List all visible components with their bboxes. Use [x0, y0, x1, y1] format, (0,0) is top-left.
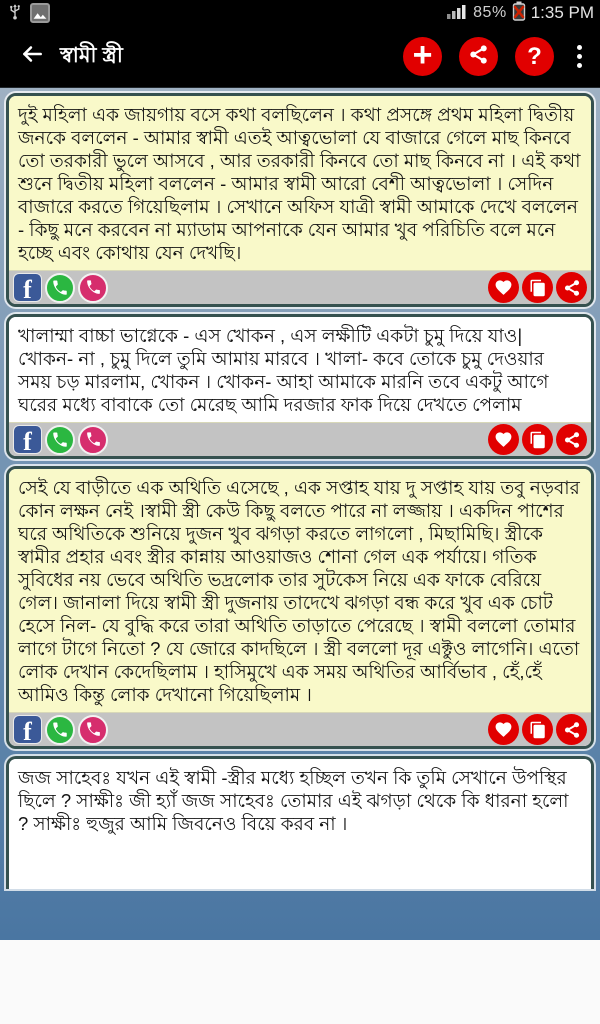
whatsapp-icon[interactable] — [45, 425, 75, 455]
overflow-menu-icon — [577, 45, 582, 50]
card-footer — [9, 270, 591, 304]
facebook-icon[interactable]: f — [13, 425, 42, 454]
share-button[interactable] — [556, 714, 587, 745]
page-title: স্বামী স্ত্রী — [60, 44, 123, 67]
plus-icon: + — [412, 36, 433, 74]
card-footer — [9, 422, 591, 456]
copy-icon — [529, 721, 547, 739]
help-button[interactable] — [515, 37, 554, 76]
favorite-button[interactable] — [488, 714, 519, 745]
copy-icon — [529, 431, 547, 449]
screenshot-icon — [30, 3, 50, 23]
favorite-button[interactable] — [488, 272, 519, 303]
battery-alert-icon — [512, 1, 526, 26]
back-arrow-icon — [19, 41, 45, 72]
copy-icon — [529, 279, 547, 297]
joke-list[interactable] — [0, 88, 600, 940]
joke-text: দুই মহিলা এক জায়গায় বসে কথা বলছিলেন । কথা প্রসঙ্গে প্রথম মহিলা দ্বিতীয় জনকে বললেন - আমার স্বামী এতই আত্বভোলা যে বাজারে গেলে মাছ কিনবে তো তরকারী ভুলে আসবে , আর তরকারী কিনবে তো মাছ কিনবে না । এই কথা শুনে দ্বিতীয় মহিলা বললেন - আমার স্বামী আরো বেশী আত্বভোলা । সেদিন বাজারে করতে গিয়েছিলাম । সেখানে অফিস যাত্রী স্বামী আমাকে দেখে বললেন - কিছু মনে করবেন না ম্যাডাম আপনাকে যেন আমার খুব পরিচিতি বলে মনে হচ্ছে এবং কোথায় যেন দেখছি। — [9, 96, 591, 270]
joke-text: খালাম্মা বাচ্চা ভাগ্নেকে - এস খোকন , এস লক্ষীটি একটা চুমু দিয়ে যাও| খোকন- না , চুমু দিলে তুমি আমায় মারবে । খালা- কবে তোকে চুমু দেওয়ার সময় চড় মারলাম, খোকন । খোকন- আহা আমাকে মারনি তবে একটু আগে ঘরের মধ্যে বাবাকে তো মেরেছ আমি দরজার ফাক দিয়ে দেখতে পেলাম — [9, 317, 591, 422]
phone-icon[interactable] — [78, 425, 108, 455]
ad-banner — [0, 940, 600, 1024]
card-footer — [9, 712, 591, 746]
whatsapp-icon[interactable] — [45, 273, 75, 303]
copy-button[interactable] — [522, 272, 553, 303]
battery-percent-label: 85% — [473, 4, 507, 21]
share-icon — [563, 431, 581, 449]
facebook-icon[interactable]: f — [13, 715, 42, 744]
phone-icon[interactable] — [78, 715, 108, 745]
add-button[interactable] — [403, 37, 442, 76]
share-icon — [563, 721, 581, 739]
app-bar — [0, 26, 600, 88]
joke-text: জজ সাহেবঃ যখন এই স্বামী -স্ত্রীর মধ্যে হচ্ছিল তখন কি তুমি সেখানে উপস্থির ছিলে ? সাক্ষীঃ জী হ্যাঁ জজ সাহেবঃ তোমার এই ঝগড়া থেকে কি ধারনা হলো ? সাক্ষীঃ হুজুর আমি জিবনেও বিয়ে করব না । — [9, 759, 591, 889]
share-button[interactable] — [556, 424, 587, 455]
heart-icon — [494, 720, 513, 739]
status-bar — [0, 0, 600, 26]
heart-icon — [494, 430, 513, 449]
facebook-icon[interactable]: f — [13, 273, 42, 302]
usb-icon — [6, 1, 24, 26]
favorite-button[interactable] — [488, 424, 519, 455]
joke-card[interactable] — [6, 93, 594, 307]
joke-text: সেই যে বাড়ীতে এক অথিতি এসেছে , এক সপ্তাহ যায় দু সপ্তাহ যায় তবু নড়বার কোন লক্ষন নেই ।স্বামী স্ত্রী কেউ কিছু বলতে পারে না লজ্জায় । একদিন পাশের ঘরে অথিতিকে শুনিয়ে দুজন খুব ঝগড়া করতে লাগলো , মিছামিছি। স্ত্রীকে স্বামীর প্রহার এবং স্ত্রীর কান্নায় আওয়াজও শোনা গেল এক পর্যায়ে। গতিক সুবিধের নয় ভেবে অথিতি ভদ্রলোক তার সুটকেস নিয়ে এক ফাকে বেরিয়ে গেল। জানালা দিয়ে স্বামী স্ত্রী দুজনায় তাদেখে ঝগড়া বন্ধ করে খুব এক চোট হেসে নিল- যে বুদ্ধি করে তারা অথিতি তাড়াতে পেরেছে । স্বামী বললো তোমার লাগে টাগে নিতো ? যে জোরে কাদছিলে । স্ত্রী বললো দূর এক্টুও লাগেনি। এতো লোক দেখান কেদেছিলাম । হাসিমুখে এক সময় অথিতির আর্বিভাব , হেঁ,হেঁ আমিও কিন্তু লোক দেখানো গিয়েছিলাম । — [9, 469, 591, 712]
share-app-button[interactable] — [459, 37, 498, 76]
heart-icon — [494, 278, 513, 297]
share-icon — [563, 279, 581, 297]
copy-button[interactable] — [522, 714, 553, 745]
copy-button[interactable] — [522, 424, 553, 455]
signal-strength-icon — [446, 2, 468, 25]
overflow-menu-button[interactable] — [571, 41, 588, 72]
share-button[interactable] — [556, 272, 587, 303]
question-icon: ? — [527, 42, 542, 70]
whatsapp-icon[interactable] — [45, 715, 75, 745]
clock-label: 1:35 PM — [530, 3, 594, 22]
joke-card[interactable] — [6, 314, 594, 459]
back-button[interactable] — [14, 39, 50, 75]
joke-card[interactable] — [6, 756, 594, 889]
phone-icon[interactable] — [78, 273, 108, 303]
share-icon — [468, 44, 489, 70]
joke-card[interactable] — [6, 466, 594, 749]
